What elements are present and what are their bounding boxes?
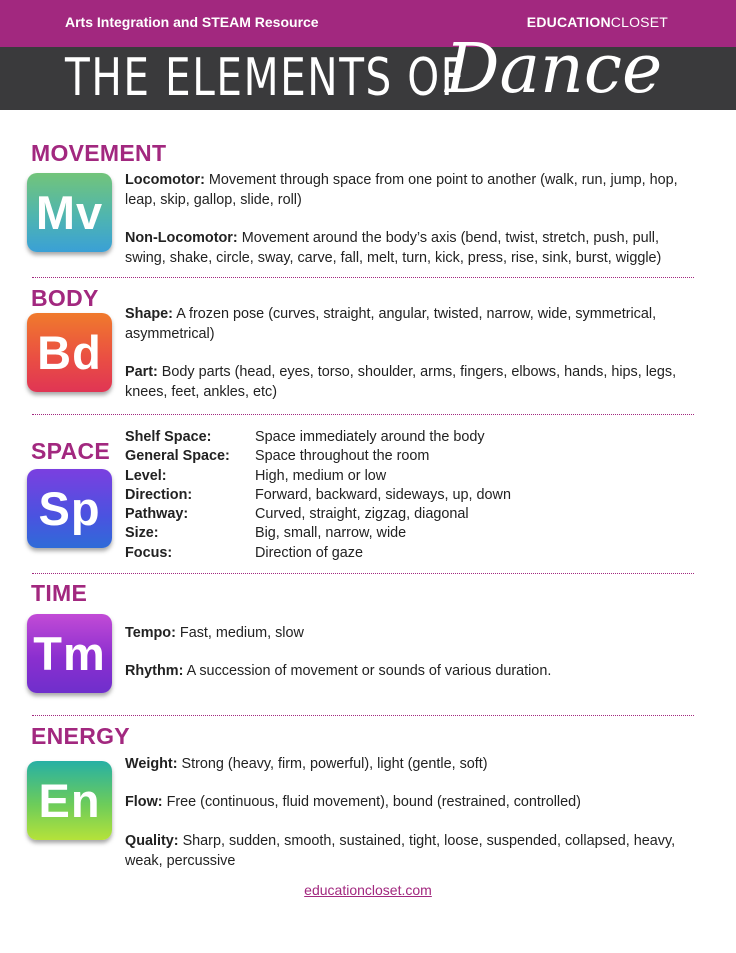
page-title-script: Dance (445, 30, 663, 109)
heading-space: SPACE (31, 438, 111, 464)
term-label: Tempo: (125, 625, 176, 641)
term-label: Focus: (125, 544, 173, 561)
heading-time: TIME (31, 580, 88, 606)
energy-flow (125, 793, 695, 813)
term-label: Non-Locomotor: (125, 230, 238, 246)
term-desc: Body parts (head, eyes, torso, shoulder, arms, fingers, elbows, hands, hips, legs, knees, feet, ankles, etc) (125, 364, 677, 400)
energy-quality (125, 832, 695, 871)
tile-energy: En (27, 761, 112, 840)
section-divider (32, 277, 694, 278)
tile-body: Bd (27, 313, 112, 392)
tile-movement: Mv (27, 173, 112, 252)
section-divider (32, 414, 694, 415)
page-title: THE ELEMENTS OF (65, 48, 466, 108)
term-desc: Forward, backward, sideways, up, down (255, 486, 511, 503)
footer (0, 882, 736, 898)
term-label: General Space: (125, 448, 230, 465)
brand-logo (527, 14, 668, 30)
term-desc: Free (continuous, fluid movement), bound (restrained, controlled) (162, 794, 581, 810)
tile-space: Sp (27, 469, 112, 548)
term-desc: High, medium or low (255, 467, 387, 484)
term-label: Direction: (125, 486, 193, 503)
term-desc: Fast, medium, slow (175, 625, 304, 641)
energy-weight (125, 755, 695, 775)
term-desc: Space immediately around the body (255, 429, 485, 445)
heading-movement: MOVEMENT (31, 140, 167, 166)
section-divider (32, 715, 694, 716)
term-desc: Direction of gaze (255, 544, 363, 561)
brand-bold: EDUCATION (526, 14, 611, 30)
term-desc: A frozen pose (curves, straight, angular, twisted, narrow, wide, symmetrical, asymmetrical) (125, 306, 657, 342)
term-desc: Curved, straight, zigzag, diagonal (255, 506, 469, 523)
term-desc: Sharp, sudden, smooth, sustained, tight, loose, suspended, collapsed, heavy, weak, percussive (125, 833, 676, 869)
heading-body: BODY (31, 285, 99, 311)
term-label: Rhythm: (125, 663, 184, 679)
term-label: Pathway: (125, 506, 189, 523)
term-label: Weight: (125, 756, 178, 772)
section-divider (32, 573, 694, 574)
resource-label: Arts Integration and STEAM Resource (65, 14, 319, 30)
movement-locomotor (125, 171, 695, 210)
term-desc: Big, small, narrow, wide (255, 525, 407, 542)
term-label: Shelf Space: (125, 429, 212, 445)
term-label: Part: (125, 364, 158, 380)
term-label: Quality: (125, 833, 179, 849)
time-rhythm (125, 662, 695, 682)
term-desc: Space throughout the room (255, 448, 430, 465)
term-desc: Strong (heavy, firm, powerful), light (gentle, soft) (177, 756, 488, 772)
tile-time: Tm (27, 614, 112, 693)
term-label: Level: (125, 467, 167, 484)
term-label: Shape: (125, 306, 173, 322)
heading-energy: ENERGY (31, 723, 130, 749)
term-label: Size: (125, 525, 159, 542)
website-link[interactable]: educationcloset.com (304, 882, 432, 898)
term-label: Flow: (125, 794, 163, 810)
body-shape (125, 305, 695, 344)
term-desc: Movement around the body’s axis (bend, twist, stretch, push, pull, swing, shake, circle, sway, carve, fall, melt, turn, kick, press, rise, sink, burst, wiggle) (125, 230, 662, 266)
brand-light: CLOSET (610, 14, 668, 30)
body-part (125, 363, 695, 402)
term-label: Locomotor: (125, 172, 205, 188)
movement-non-locomotor (125, 229, 695, 268)
time-tempo (125, 624, 695, 644)
term-desc: Movement through space from one point to another (walk, run, jump, hop, leap, skip, gallop, slide, roll) (125, 172, 678, 208)
term-desc: A succession of movement or sounds of various duration. (183, 663, 552, 679)
